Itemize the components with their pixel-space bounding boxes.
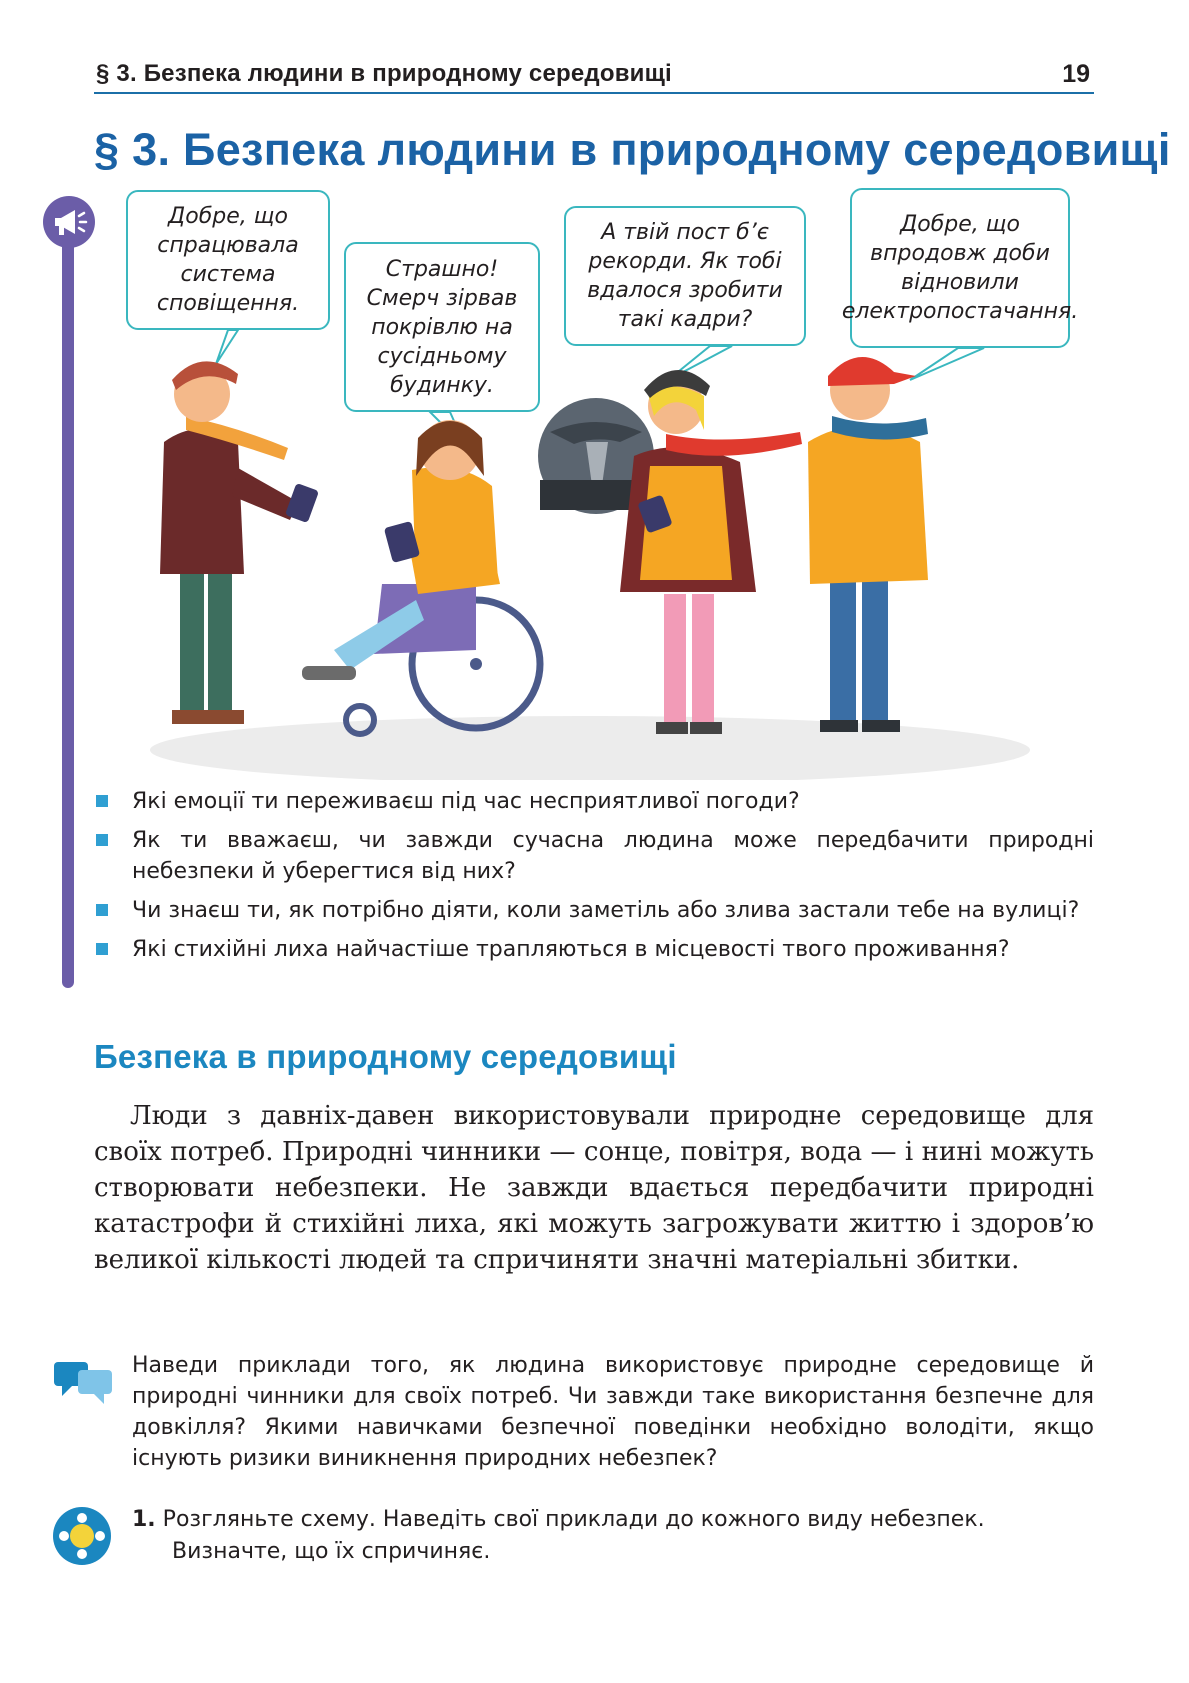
illustration xyxy=(120,180,1100,780)
bullet-square xyxy=(96,795,108,807)
girl-with-beanie xyxy=(620,370,802,734)
running-header xyxy=(94,58,1094,94)
girl-in-wheelchair xyxy=(302,420,540,734)
question-text: Як ти вважаєш, чи завжди сучасна людина може передбачити природні небезпеки й уберегтися від них? xyxy=(132,828,1094,884)
page-number: 19 xyxy=(1062,60,1090,88)
task-line-2: Визначте, що їх спричиняє. xyxy=(172,1539,491,1564)
speech-bubble-3: А твій пост б’є рекорди. Як тобі вдалося зробити такі кадри? xyxy=(564,206,806,346)
speech-bubble-1: Добре, що спрацювала система сповіщення. xyxy=(126,190,330,330)
question-text: Які емоції ти переживаєш під час несприятливої погоди? xyxy=(132,789,800,814)
question-list xyxy=(94,786,1094,973)
bullet-square xyxy=(96,834,108,846)
boy-with-phone xyxy=(160,361,319,724)
question-item xyxy=(94,895,1094,926)
task-1 xyxy=(132,1504,1094,1568)
question-text: Які стихійні лиха найчастіше трапляються в місцевості твого проживання? xyxy=(132,937,1010,962)
megaphone-icon xyxy=(43,196,95,248)
discussion-text: Наведи приклади того, як людина використовує природне середовище й природні чинники для своїх потреб. Чи завжди таке використання безпечне для довкілля? Якими навичками безпечної поведінки необхідно володіти, якщо існують ризики виникнення природних небезпек? xyxy=(132,1353,1094,1471)
boy-with-cap xyxy=(808,357,928,732)
section-title: Безпека в природному середовищі xyxy=(94,1038,677,1075)
task-number: 1. xyxy=(132,1507,156,1532)
speech-bubble-4: Добре, що впродовж доби відновили електропостачання. xyxy=(850,188,1070,348)
question-item xyxy=(94,786,1094,817)
speech-bubble-2: Страшно! Смерч зірвав покрівлю на сусідньому будинку. xyxy=(344,242,540,412)
side-bar xyxy=(62,238,74,988)
teamwork-icon xyxy=(52,1506,112,1566)
question-text: Чи знаєш ти, як потрібно діяти, коли заметіль або злива застали тебе на вулиці? xyxy=(132,898,1080,923)
task-line-1: Розгляньте схему. Наведіть свої приклади до кожного виду небезпек. xyxy=(162,1507,985,1532)
chapter-title: § 3. Безпека людини в природному середовищі xyxy=(94,124,1171,175)
running-title: § 3. Безпека людини в природному середовищі xyxy=(96,60,672,87)
question-item xyxy=(94,825,1094,887)
body-paragraph: Люди з давніх-давен використовували природне середовище для своїх потреб. Природні чинники — сонце, повітря, вода — і нині можуть створювати небезпеки. Не завжди вдається передбачити природні катастрофи й стихійні лиха, які можуть загрожувати життю і здоров’ю великої кількості людей та спричиняти значні матеріальні збитки. xyxy=(94,1101,1094,1275)
discussion-icon xyxy=(52,1356,116,1406)
question-item xyxy=(94,934,1094,965)
bullet-square xyxy=(96,904,108,916)
bullet-square xyxy=(96,943,108,955)
